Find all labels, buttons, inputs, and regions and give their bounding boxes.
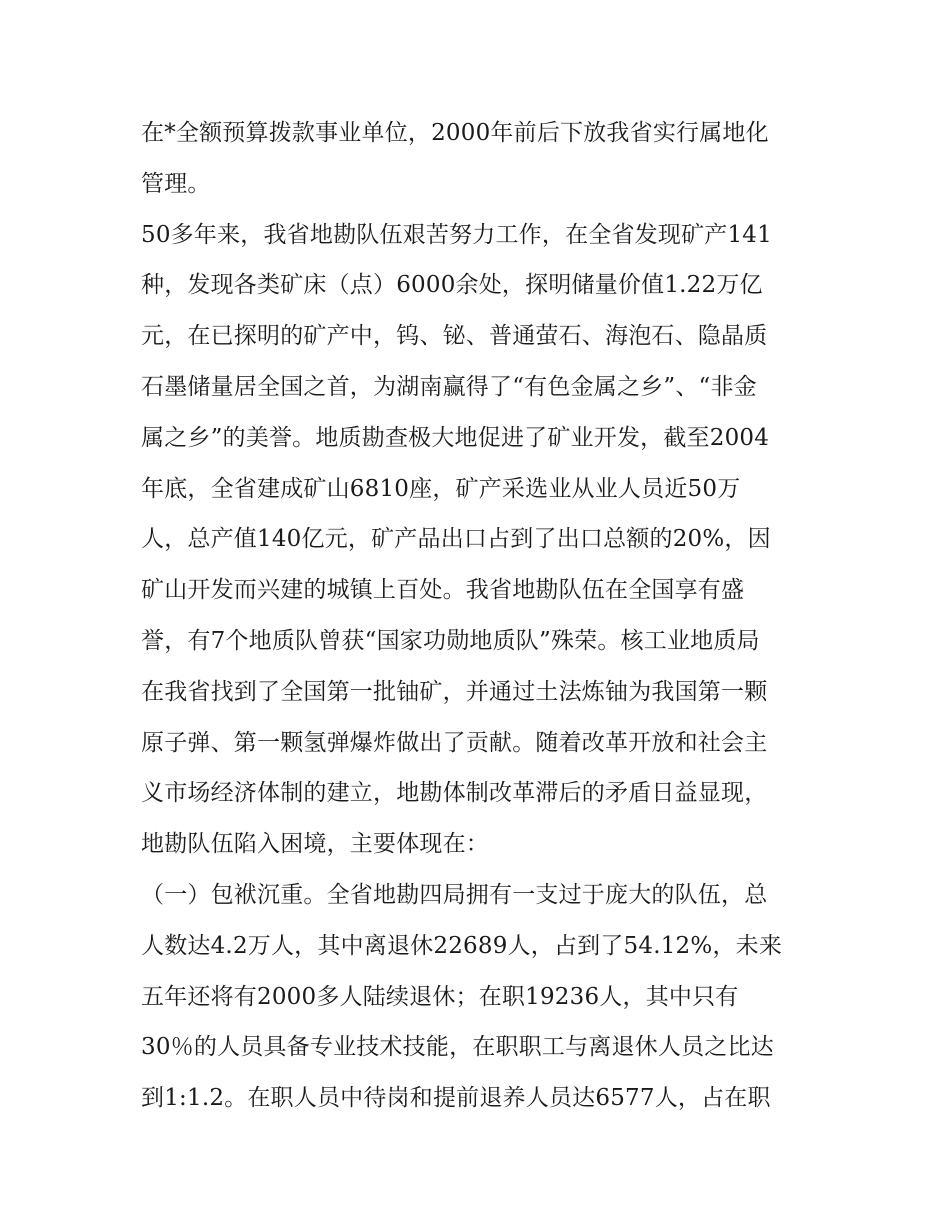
text-line-12: 在我省找到了全国第一批铀矿，并通过土法炼铀为我国第一颗 [141, 678, 768, 705]
text-line-6: 石墨储量居全国之首，为湖南赢得了“有色金属之乡”、“非金 [141, 373, 757, 400]
text-line-18: 五年还将有2000多人陆续退休；在职19236人，其中只有 [141, 983, 739, 1010]
text-line-10: 矿山开发而兴建的城镇上百处。我省地勘队伍在全国享有盛 [141, 577, 745, 604]
text-line-4: 种，发现各类矿床（点）6000余处，探明储量价值1.22万亿 [141, 272, 763, 299]
body-text [141, 108, 821, 1124]
text-line-11: 誉，有7个地质队曾获“国家功勋地质队”殊荣。核工业地质局 [141, 627, 760, 654]
text-line-19: 30％的人员具备专业技术技能，在职职工与离退休人员之比达 [141, 1034, 774, 1061]
text-line-13: 原子弹、第一颗氢弹爆炸做出了贡献。随着改革开放和社会主 [141, 729, 768, 756]
text-line-9: 人，总产值140亿元，矿产品出口占到了出口总额的20%，因 [141, 526, 771, 553]
text-line-1: 在*全额预算拨款事业单位，2000年前后下放我省实行属地化 [141, 120, 769, 146]
text-line-14: 义市场经济体制的建立，地勘体制改革滞后的矛盾日益显现， [141, 780, 768, 807]
text-line-3: 50多年来，我省地勘队伍艰苦努力工作，在全省发现矿产141 [141, 221, 772, 248]
text-line-2: 管理。 [141, 170, 211, 197]
text-line-20: 到1:1.2。在职人员中待岗和提前退养人员达6577人，占在职 [141, 1085, 771, 1112]
text-line-15: 地勘队伍陷入困境，主要体现在： [141, 831, 489, 858]
text-line-17: 人数达4.2万人，其中离退休22689人，占到了54.12%，未来 [141, 932, 783, 959]
text-line-8: 年底，全省建成矿山6810座，矿产采选业从业人员近50万 [141, 475, 741, 502]
text-line-16: （一）包袱沉重。全省地勘四局拥有一支过于庞大的队伍，总 [141, 881, 768, 908]
text-line-7: 属之乡”的美誉。地质勘查极大地促进了矿业开发，截至2004 [141, 424, 770, 451]
text-line-5: 元，在已探明的矿产中，钨、铋、普通萤石、海泡石、隐晶质 [141, 323, 768, 350]
